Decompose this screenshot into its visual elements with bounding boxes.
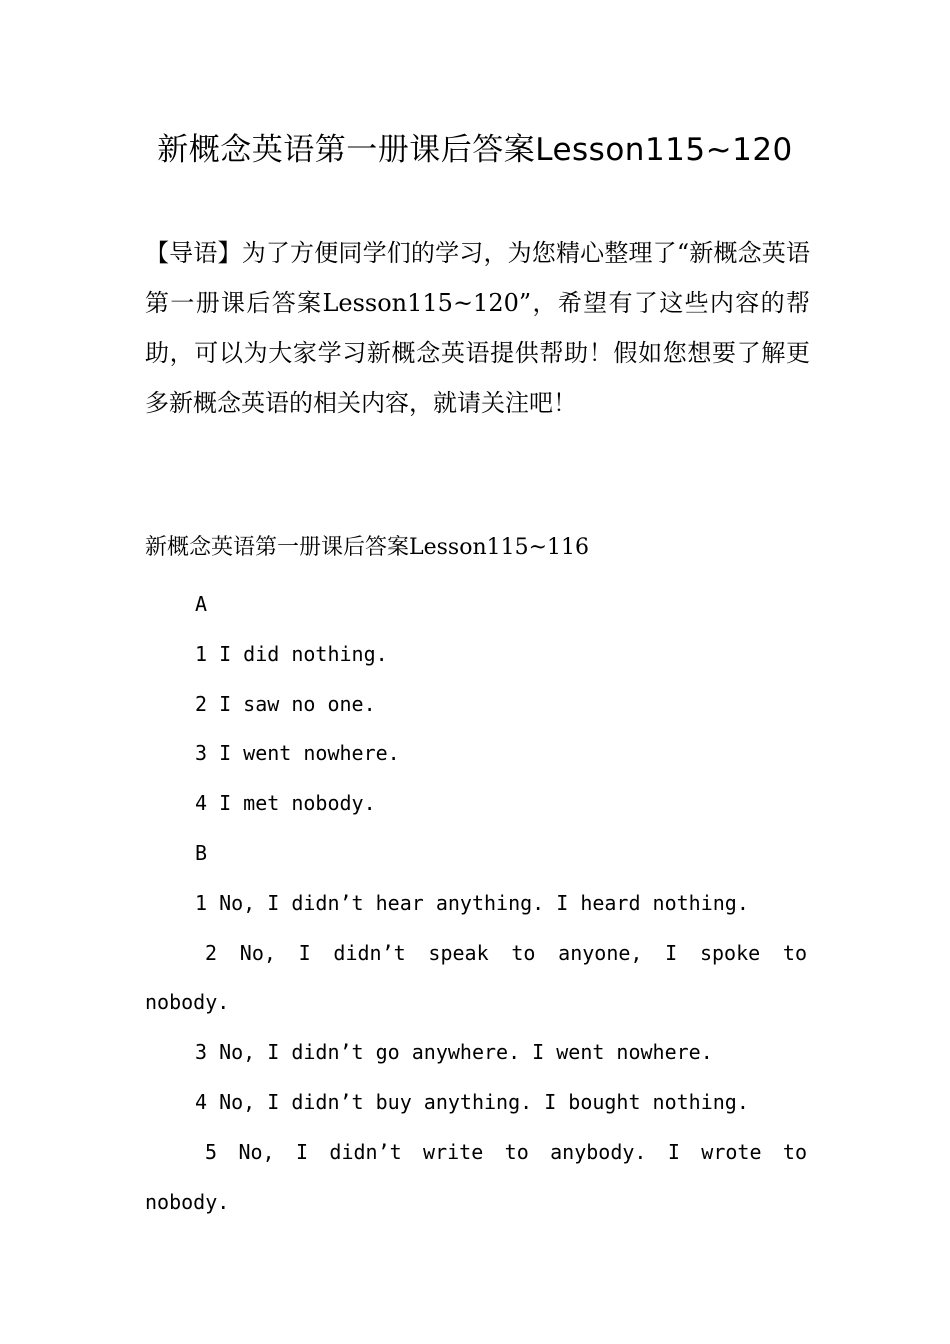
answer-item: 3 No, I didn’t go anywhere. I went nowhere. (195, 1040, 713, 1065)
answer-item: 4 No, I didn’t buy anything. I bought nothing. (195, 1089, 749, 1114)
answer-item: 1 I did nothing. (195, 641, 388, 666)
answer-item: 5 No, I didn’t write to anybody. I wrote to nobody. (145, 1139, 807, 1214)
section-b-label: B (195, 840, 208, 865)
answer-item: 1 No, I didn’t hear anything. I heard nothing. (195, 890, 749, 915)
section-heading: 新概念英语第一册课后答案Lesson115~116 (145, 535, 590, 560)
answer-item: 2 I saw no one. (195, 691, 376, 716)
intro-paragraph: 【导语】为了方便同学们的学习，为您精心整理了“新概念英语第一册课后答案Lesson115~120”，希望有了这些内容的帮助，可以为大家学习新概念英语提供帮助！假如您想要了解更多新概念英语的相关内容，就请关注吧！ (145, 239, 810, 417)
page-title: 新概念英语第一册课后答案Lesson115~120 (157, 132, 793, 168)
answer-item: 2 No, I didn’t speak to anyone, I spoke to nobody. (145, 940, 807, 1015)
answer-item: 3 I went nowhere. (195, 741, 400, 766)
answer-item: 4 I met nobody. (195, 791, 376, 816)
answer-list (145, 580, 807, 1227)
section-a-label: A (195, 592, 208, 616)
